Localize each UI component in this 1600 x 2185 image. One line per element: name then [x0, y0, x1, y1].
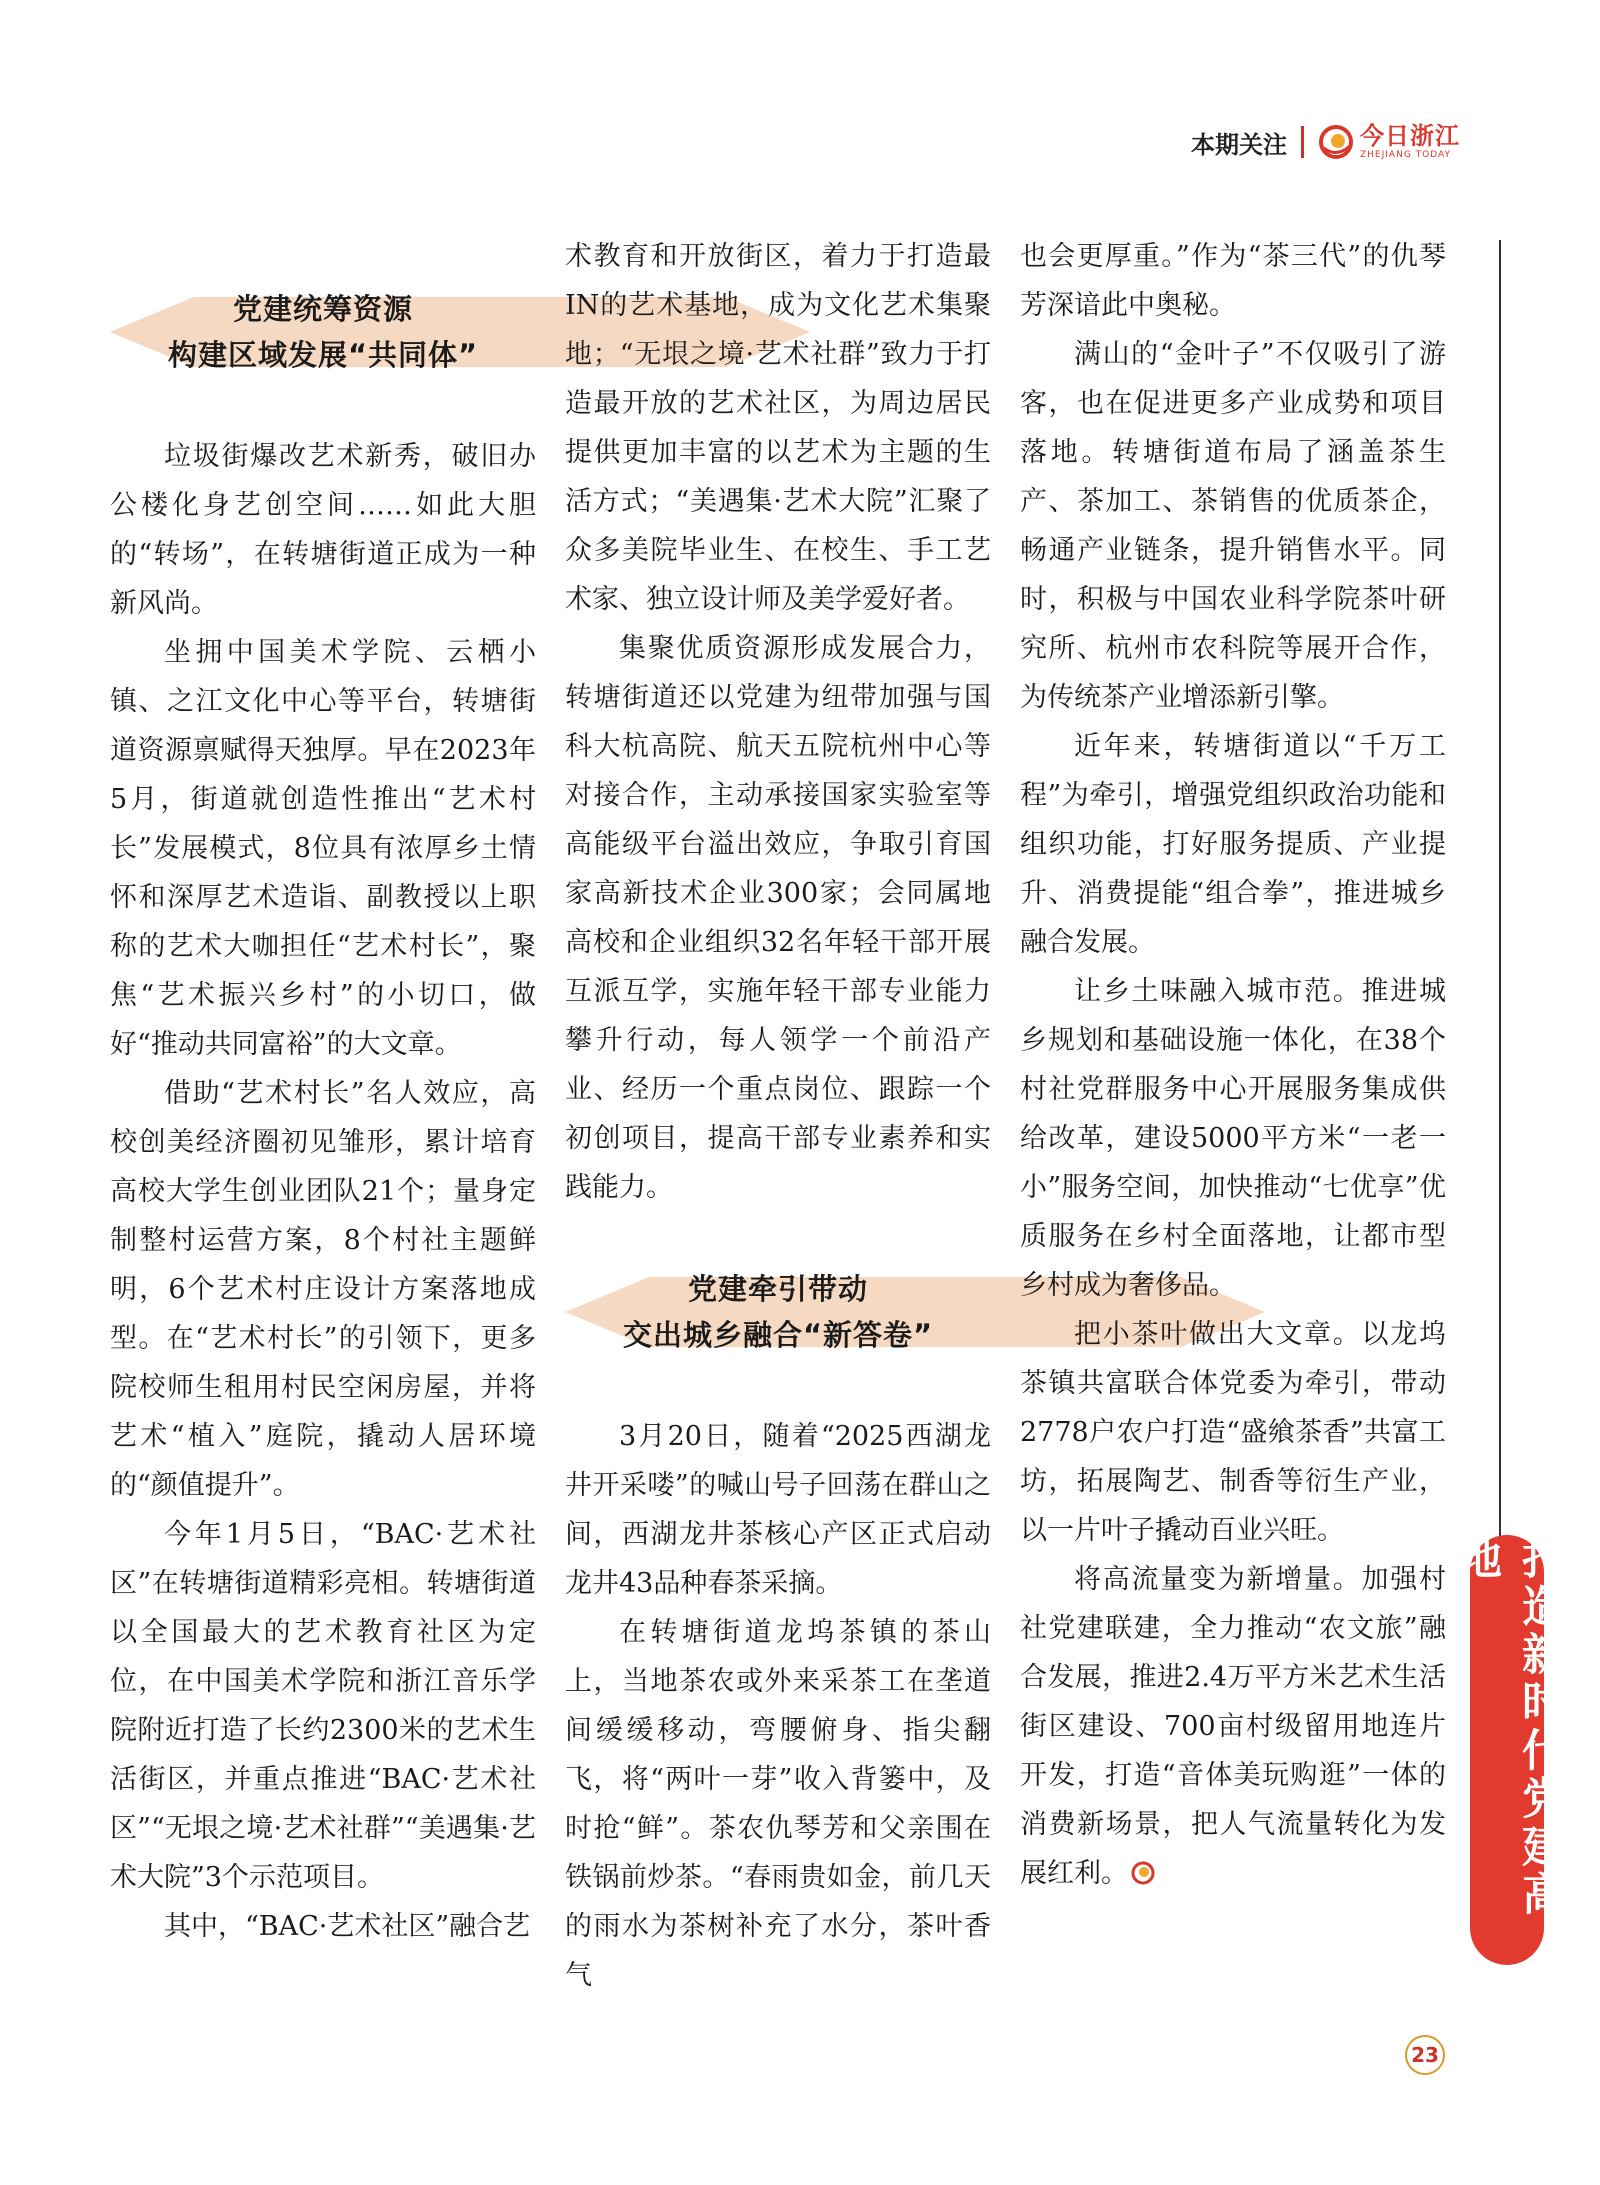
heading-line: 交出城乡融合“新答卷”	[622, 1318, 934, 1352]
paragraph-text: 坐拥中国美术学院、云栖小镇、之江文化中心等平台，转塘街道资源禀赋得天独厚。早在2023年5月，街道就创造性推出“艺术村长”发展模式，8位具有浓厚乡土情怀和深厚艺术造诣、副教授以上职称的艺术大咖担任“艺术村长”，聚焦“艺术振兴乡村”的小切口，做好“推动共同富裕”的大文章。	[110, 637, 536, 1060]
end-mark-icon	[1130, 1860, 1156, 1886]
page-number: 23	[1405, 2035, 1445, 2075]
paragraph	[110, 1069, 536, 1510]
section-heading	[110, 272, 536, 392]
paragraph	[565, 624, 991, 1212]
paragraph-text: 术教育和开放街区，着力于打造最IN的艺术基地，成为文化艺术集聚地；“无垠之境·艺术社群”致力于打造最开放的艺术社区，为周边居民提供更加丰富的以艺术为主题的生活方式；“美遇集·艺术大院”汇聚了众多美院毕业生、在校生、手工艺术家、独立设计师及美学爱好者。	[565, 241, 991, 615]
brand-name: 今日浙江	[1360, 121, 1460, 150]
paragraph-text: 满山的“金叶子”不仅吸引了游客，也在促进更多产业成势和项目落地。转塘街道布局了涵盖茶生产、茶加工、茶销售的优质茶企，畅通产业链条，提升销售水平。同时，积极与中国农业科学院茶叶研究所、杭州市农科院等展开合作，为传统茶产业增添新引擎。	[1020, 339, 1446, 713]
paragraph-text: 集聚优质资源形成发展合力，转塘街道还以党建为纽带加强与国科大杭高院、航天五院杭州中心等对接合作，主动承接国家实验室等高能级平台溢出效应，争取引育国家高新技术企业300家；会同属地高校和企业组织32名年轻干部开展互派互学，实施年轻干部专业能力攀升行动，每人领学一个前沿产业、经历一个重点岗位、跟踪一个初创项目，提高干部专业素养和实践能力。	[565, 633, 991, 1203]
side-rule	[1499, 240, 1501, 1540]
brand-name-en: ZHEJIANG TODAY	[1360, 150, 1451, 160]
paragraph-text: 今年1月5日，“BAC·艺术社区”在转塘街道精彩亮相。转塘街道以全国最大的艺术教育社区为定位，在中国美术学院和浙江音乐学院附近打造了长约2300米的艺术生活街区，并重点推进“BAC·艺术社区”“无垠之境·艺术社群”“美遇集·艺术大院”3个示范项目。	[110, 1519, 536, 1893]
paragraph-text: 将高流量变为新增量。加强村社党建联建，全力推动“农文旅”融合发展，推进2.4万平方米艺术生活街区建设、700亩村级留用地连片开发，打造“音体美玩购逛”一体的消费新场景，把人气流量转化为发展红利。	[1020, 1564, 1446, 1889]
paragraph-text: 3月20日，随着“2025西湖龙井开采喽”的喊山号子回荡在群山之间，西湖龙井茶核心产区正式启动龙井43品种春茶采摘。	[565, 1421, 991, 1599]
section-name: 本期关注	[1191, 130, 1287, 159]
paragraph-text: 近年来，转塘街道以“千万工程”为牵引，增强党组织政治功能和组织功能，打好服务提质、产业提升、消费提能“组合拳”，推进城乡融合发展。	[1020, 731, 1446, 958]
paragraph-text: 其中，“BAC·艺术社区”融合艺	[164, 1911, 531, 1942]
paragraph	[1020, 722, 1446, 967]
paragraph-text: 把小茶叶做出大文章。以龙坞茶镇共富联合体党委为牵引，带动2778户农户打造“盛飨茶香”共富工坊，拓展陶艺、制香等衍生产业，以一片叶子撬动百业兴旺。	[1020, 1319, 1446, 1546]
side-tab	[1450, 1535, 1565, 1965]
paragraph-text: 垃圾街爆改艺术新秀，破旧办公楼化身艺创空间……如此大胆的“转场”，在转塘街道正成为一种新风尚。	[110, 441, 536, 619]
column-3	[1020, 232, 1446, 1898]
paragraph-text: 借助“艺术村长”名人效应，高校创美经济圈初见雏形，累计培育高校大学生创业团队21个；量身定制整村运营方案，8个村社主题鲜明，6个艺术村庄设计方案落地成型。在“艺术村长”的引领下，更多院校师生租用村民空闲房屋，并将艺术“植入”庭院，撬动人居环境的“颜值提升”。	[110, 1078, 536, 1501]
header-divider	[1301, 126, 1304, 158]
paragraph	[110, 1902, 536, 1951]
paragraph	[110, 432, 536, 628]
heading-line: 党建统筹资源	[232, 292, 413, 326]
paragraph	[1020, 330, 1446, 722]
paragraph	[565, 1412, 991, 1608]
paragraph	[1020, 967, 1446, 1310]
paragraph	[1020, 1555, 1446, 1898]
paragraph	[110, 628, 536, 1069]
paragraph	[565, 1608, 991, 2000]
paragraph-text: 让乡土味融入城市范。推进城乡规划和基础设施一体化，在38个村社党群服务中心开展服务集成供给改革，建设5000平方米“一老一小”服务空间，加快推动“七优享”优质服务在乡村全面落地，让都市型乡村成为奢侈品。	[1020, 976, 1446, 1301]
paragraph-text: 在转塘街道龙坞茶镇的茶山上，当地茶农或外来采茶工在垄道间缓缓移动，弯腰俯身、指尖翻飞，将“两叶一芽”收入背篓中，及时抢“鲜”。茶农仇琴芳和父亲围在铁锅前炒茶。“春雨贵如金，前几天的雨水为茶树补充了水分，茶叶香气	[565, 1617, 991, 1991]
column-2	[565, 232, 991, 2000]
paragraph	[1020, 232, 1446, 330]
heading-line: 构建区域发展“共同体”	[167, 338, 479, 372]
page-header	[1191, 118, 1460, 166]
section-heading	[565, 1252, 991, 1372]
paragraph	[110, 1510, 536, 1902]
paragraph	[1020, 1310, 1446, 1555]
column-1	[110, 232, 536, 1951]
paragraph	[565, 232, 991, 624]
brand-logo-icon	[1318, 124, 1354, 160]
heading-line: 党建牵引带动	[687, 1272, 868, 1306]
paragraph-text: 也会更厚重。”作为“茶三代”的仇琴芳深谙此中奥秘。	[1020, 241, 1446, 321]
brand	[1318, 121, 1460, 160]
side-tab-text: 打造新时代党建高地	[1450, 1535, 1565, 1919]
